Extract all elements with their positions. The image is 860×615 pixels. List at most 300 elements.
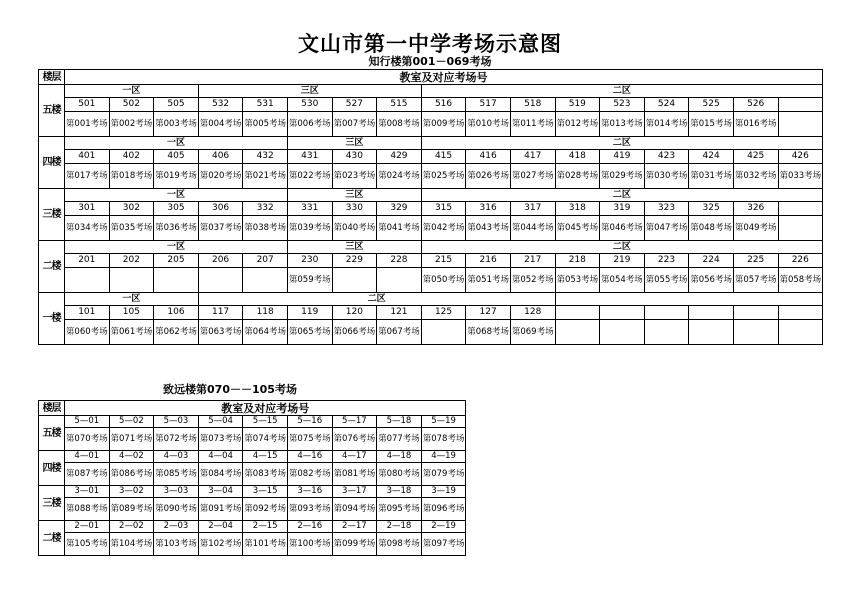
zone-label: 一区 <box>65 85 199 98</box>
exam-label: 第004考场 <box>198 112 243 137</box>
exam-label: 第033考场 <box>778 164 823 189</box>
exam-label: 第015考场 <box>689 112 734 137</box>
room-number: 218 <box>555 254 600 268</box>
exam-label: 第082考场 <box>287 463 332 486</box>
room-number: 217 <box>510 254 555 268</box>
room-number: 431 <box>287 150 332 164</box>
room-number: 4—01 <box>65 451 110 463</box>
exam-label: 第001考场 <box>65 112 110 137</box>
building2-table <box>38 400 466 556</box>
room-number: 517 <box>466 98 511 112</box>
exam-label: 第028考场 <box>555 164 600 189</box>
exam-label: 第024考场 <box>377 164 422 189</box>
zone-row <box>39 137 823 150</box>
zone-label: 二区 <box>421 85 822 98</box>
room-number: 119 <box>287 306 332 320</box>
exam-row <box>39 463 466 486</box>
exam-label: 第072考场 <box>154 428 199 451</box>
room-number: 2—02 <box>109 521 154 533</box>
exam-label: 第060考场 <box>65 320 110 345</box>
room-number: 318 <box>555 202 600 216</box>
floor-label: 二楼 <box>39 521 65 556</box>
room-number: 526 <box>733 98 778 112</box>
room-number: 518 <box>510 98 555 112</box>
room-number: 317 <box>510 202 555 216</box>
exam-label: 第043考场 <box>466 216 511 241</box>
exam-label: 第006考场 <box>287 112 332 137</box>
room-number: 527 <box>332 98 377 112</box>
exam-label: 第036考场 <box>154 216 199 241</box>
room-number: 501 <box>65 98 110 112</box>
room-number: 319 <box>600 202 645 216</box>
floor-label: 三楼 <box>39 486 65 521</box>
room-number: 429 <box>377 150 422 164</box>
exam-label <box>689 320 734 345</box>
exam-label: 第053考场 <box>555 268 600 293</box>
room-number: 5—03 <box>154 416 199 428</box>
exam-label: 第071考场 <box>109 428 154 451</box>
table-header: 教室及对应考场号 <box>65 401 466 416</box>
header-row <box>39 401 466 416</box>
room-number: 4—15 <box>243 451 288 463</box>
exam-label: 第062考场 <box>154 320 199 345</box>
room-number: 216 <box>466 254 511 268</box>
exam-label: 第039考场 <box>287 216 332 241</box>
room-number: 2—03 <box>154 521 199 533</box>
exam-label <box>154 268 199 293</box>
room-number: 417 <box>510 150 555 164</box>
exam-label: 第027考场 <box>510 164 555 189</box>
room-number: 118 <box>243 306 288 320</box>
exam-label: 第013考场 <box>600 112 645 137</box>
room-number: 228 <box>377 254 422 268</box>
room-number: 4—16 <box>287 451 332 463</box>
zone-label: 二区 <box>421 137 822 150</box>
room-number <box>778 306 823 320</box>
exam-label: 第003考场 <box>154 112 199 137</box>
exam-label: 第057考场 <box>733 268 778 293</box>
room-number: 516 <box>421 98 466 112</box>
exam-label: 第066考场 <box>332 320 377 345</box>
room-number: 4—17 <box>332 451 377 463</box>
zone-row <box>39 241 823 254</box>
room-number: 515 <box>377 98 422 112</box>
exam-label <box>243 268 288 293</box>
room-number: 530 <box>287 98 332 112</box>
exam-label: 第067考场 <box>377 320 422 345</box>
room-number: 206 <box>198 254 243 268</box>
room-number <box>600 306 645 320</box>
exam-row <box>39 112 823 137</box>
exam-label: 第049考场 <box>733 216 778 241</box>
exam-label: 第104考场 <box>109 533 154 556</box>
exam-label: 第069考场 <box>510 320 555 345</box>
exam-label: 第092考场 <box>243 498 288 521</box>
room-number: 128 <box>510 306 555 320</box>
exam-label: 第055考场 <box>644 268 689 293</box>
exam-label <box>778 216 823 241</box>
exam-label: 第075考场 <box>287 428 332 451</box>
exam-label: 第005考场 <box>243 112 288 137</box>
exam-label <box>65 268 110 293</box>
room-row <box>39 486 466 498</box>
room-number: 505 <box>154 98 199 112</box>
floor-label: 一楼 <box>39 293 65 345</box>
exam-label: 第074考场 <box>243 428 288 451</box>
room-number: 215 <box>421 254 466 268</box>
room-number: 225 <box>733 254 778 268</box>
exam-label: 第017考场 <box>65 164 110 189</box>
room-number: 524 <box>644 98 689 112</box>
table-header: 教室及对应考场号 <box>65 70 823 85</box>
exam-label: 第077考场 <box>377 428 422 451</box>
exam-label: 第099考场 <box>332 533 377 556</box>
floor-label: 三楼 <box>39 189 65 241</box>
room-number: 401 <box>65 150 110 164</box>
room-number: 424 <box>689 150 734 164</box>
exam-row <box>39 268 823 293</box>
exam-row <box>39 498 466 521</box>
room-number: 519 <box>555 98 600 112</box>
room-number: 105 <box>109 306 154 320</box>
exam-label: 第011考场 <box>510 112 555 137</box>
exam-label: 第087考场 <box>65 463 110 486</box>
room-number <box>644 306 689 320</box>
room-number: 2—15 <box>243 521 288 533</box>
room-number: 2—16 <box>287 521 332 533</box>
exam-label: 第022考场 <box>287 164 332 189</box>
exam-label: 第023考场 <box>332 164 377 189</box>
header-row <box>39 70 823 85</box>
exam-label: 第098考场 <box>377 533 422 556</box>
exam-row <box>39 428 466 451</box>
room-number: 127 <box>466 306 511 320</box>
room-number: 3—19 <box>421 486 466 498</box>
exam-label: 第089考场 <box>109 498 154 521</box>
exam-label: 第059考场 <box>287 268 332 293</box>
zone-label: 二区 <box>198 293 555 306</box>
exam-label: 第083考场 <box>243 463 288 486</box>
room-number: 331 <box>287 202 332 216</box>
zone-label: 三区 <box>287 189 421 202</box>
exam-label: 第084考场 <box>198 463 243 486</box>
exam-label: 第061考场 <box>109 320 154 345</box>
exam-label: 第095考场 <box>377 498 422 521</box>
exam-label: 第068考场 <box>466 320 511 345</box>
room-number: 415 <box>421 150 466 164</box>
exam-row <box>39 320 823 345</box>
room-number: 4—19 <box>421 451 466 463</box>
room-number: 5—19 <box>421 416 466 428</box>
room-number: 219 <box>600 254 645 268</box>
room-number: 230 <box>287 254 332 268</box>
exam-label: 第016考场 <box>733 112 778 137</box>
exam-label: 第103考场 <box>154 533 199 556</box>
room-number: 325 <box>689 202 734 216</box>
exam-label: 第065考场 <box>287 320 332 345</box>
room-number: 2—04 <box>198 521 243 533</box>
zone-row <box>39 189 823 202</box>
exam-label: 第063考场 <box>198 320 243 345</box>
room-number: 2—01 <box>65 521 110 533</box>
exam-label: 第088考场 <box>65 498 110 521</box>
room-number: 306 <box>198 202 243 216</box>
exam-label <box>733 320 778 345</box>
room-row <box>39 150 823 164</box>
room-number: 3—04 <box>198 486 243 498</box>
exam-label: 第054考场 <box>600 268 645 293</box>
room-number: 329 <box>377 202 422 216</box>
exam-label: 第051考场 <box>466 268 511 293</box>
room-number: 430 <box>332 150 377 164</box>
exam-label: 第093考场 <box>287 498 332 521</box>
floor-label: 四楼 <box>39 137 65 189</box>
room-number: 201 <box>65 254 110 268</box>
exam-label: 第030考场 <box>644 164 689 189</box>
exam-label <box>198 268 243 293</box>
exam-label: 第007考场 <box>332 112 377 137</box>
exam-label: 第020考场 <box>198 164 243 189</box>
room-number: 3—15 <box>243 486 288 498</box>
exam-label: 第056考场 <box>689 268 734 293</box>
exam-label: 第044考场 <box>510 216 555 241</box>
exam-label: 第073考场 <box>198 428 243 451</box>
room-number: 502 <box>109 98 154 112</box>
exam-label: 第010考场 <box>466 112 511 137</box>
exam-label: 第081考场 <box>332 463 377 486</box>
room-number: 405 <box>154 150 199 164</box>
room-number: 3—16 <box>287 486 332 498</box>
exam-label: 第014考场 <box>644 112 689 137</box>
exam-label: 第018考场 <box>109 164 154 189</box>
exam-label: 第045考场 <box>555 216 600 241</box>
exam-label: 第048考场 <box>689 216 734 241</box>
room-number: 5—18 <box>377 416 422 428</box>
exam-label: 第029考场 <box>600 164 645 189</box>
exam-label: 第012考场 <box>555 112 600 137</box>
room-number <box>689 306 734 320</box>
exam-label: 第019考场 <box>154 164 199 189</box>
room-number: 4—02 <box>109 451 154 463</box>
room-number: 224 <box>689 254 734 268</box>
exam-label: 第037考场 <box>198 216 243 241</box>
room-number: 229 <box>332 254 377 268</box>
room-number: 3—02 <box>109 486 154 498</box>
exam-label: 第026考场 <box>466 164 511 189</box>
room-number: 332 <box>243 202 288 216</box>
exam-label: 第091考场 <box>198 498 243 521</box>
room-number: 5—16 <box>287 416 332 428</box>
room-row <box>39 451 466 463</box>
room-number: 2—18 <box>377 521 422 533</box>
room-number: 531 <box>243 98 288 112</box>
room-number: 4—04 <box>198 451 243 463</box>
room-number: 4—03 <box>154 451 199 463</box>
zone-label: 二区 <box>421 241 822 254</box>
exam-label: 第097考场 <box>421 533 466 556</box>
room-number <box>778 98 823 112</box>
room-number: 101 <box>65 306 110 320</box>
room-number <box>733 306 778 320</box>
exam-label: 第102考场 <box>198 533 243 556</box>
room-number: 432 <box>243 150 288 164</box>
zone-label: 一区 <box>65 241 288 254</box>
exam-label: 第105考场 <box>65 533 110 556</box>
exam-label: 第090考场 <box>154 498 199 521</box>
room-number: 120 <box>332 306 377 320</box>
room-number: 323 <box>644 202 689 216</box>
exam-label: 第042考场 <box>421 216 466 241</box>
exam-label <box>377 268 422 293</box>
room-number: 207 <box>243 254 288 268</box>
floor-header: 楼层 <box>39 401 65 416</box>
room-number: 3—18 <box>377 486 422 498</box>
exam-label: 第076考场 <box>332 428 377 451</box>
exam-label <box>778 320 823 345</box>
room-number: 223 <box>644 254 689 268</box>
exam-label: 第052考场 <box>510 268 555 293</box>
zone-label <box>555 293 823 306</box>
exam-label <box>600 320 645 345</box>
exam-label <box>644 320 689 345</box>
exam-label: 第101考场 <box>243 533 288 556</box>
room-number: 423 <box>644 150 689 164</box>
zone-row <box>39 293 823 306</box>
room-row <box>39 202 823 216</box>
room-number: 406 <box>198 150 243 164</box>
zone-label: 一区 <box>65 189 288 202</box>
exam-label: 第002考场 <box>109 112 154 137</box>
floor-label: 五楼 <box>39 416 65 451</box>
room-number: 525 <box>689 98 734 112</box>
room-number: 301 <box>65 202 110 216</box>
exam-row <box>39 164 823 189</box>
room-number: 316 <box>466 202 511 216</box>
room-number: 523 <box>600 98 645 112</box>
room-number: 3—03 <box>154 486 199 498</box>
building1-subtitle: 知行楼第001－069考场 <box>368 55 492 68</box>
room-number: 226 <box>778 254 823 268</box>
exam-label: 第031考场 <box>689 164 734 189</box>
room-row <box>39 416 466 428</box>
zone-label: 一区 <box>65 137 288 150</box>
exam-label: 第100考场 <box>287 533 332 556</box>
room-number: 532 <box>198 98 243 112</box>
exam-label: 第008考场 <box>377 112 422 137</box>
room-row <box>39 306 823 320</box>
exam-label: 第070考场 <box>65 428 110 451</box>
room-number: 3—01 <box>65 486 110 498</box>
floor-label: 二楼 <box>39 241 65 293</box>
room-row <box>39 98 823 112</box>
room-number: 426 <box>778 150 823 164</box>
exam-label: 第058考场 <box>778 268 823 293</box>
room-number: 326 <box>733 202 778 216</box>
room-number <box>778 202 823 216</box>
room-number: 315 <box>421 202 466 216</box>
room-number: 5—04 <box>198 416 243 428</box>
exam-row <box>39 533 466 556</box>
exam-label: 第050考场 <box>421 268 466 293</box>
exam-label: 第079考场 <box>421 463 466 486</box>
building1-table <box>38 69 823 345</box>
exam-label <box>332 268 377 293</box>
room-number: 402 <box>109 150 154 164</box>
floor-header: 楼层 <box>39 70 65 85</box>
room-row <box>39 521 466 533</box>
exam-label: 第096考场 <box>421 498 466 521</box>
room-row <box>39 254 823 268</box>
exam-label: 第086考场 <box>109 463 154 486</box>
room-number: 418 <box>555 150 600 164</box>
floor-label: 五楼 <box>39 85 65 137</box>
room-number: 205 <box>154 254 199 268</box>
zone-label: 一区 <box>65 293 199 306</box>
room-number: 5—15 <box>243 416 288 428</box>
room-number: 419 <box>600 150 645 164</box>
room-number: 330 <box>332 202 377 216</box>
room-number: 5—02 <box>109 416 154 428</box>
zone-label: 三区 <box>287 137 421 150</box>
exam-row <box>39 216 823 241</box>
room-number: 2—19 <box>421 521 466 533</box>
exam-label: 第085考场 <box>154 463 199 486</box>
room-number: 4—18 <box>377 451 422 463</box>
room-number: 3—17 <box>332 486 377 498</box>
room-number <box>555 306 600 320</box>
exam-label: 第041考场 <box>377 216 422 241</box>
exam-label: 第078考场 <box>421 428 466 451</box>
exam-label: 第040考场 <box>332 216 377 241</box>
room-number: 117 <box>198 306 243 320</box>
exam-label <box>555 320 600 345</box>
exam-label: 第047考场 <box>644 216 689 241</box>
floor-label: 四楼 <box>39 451 65 486</box>
exam-label: 第046考场 <box>600 216 645 241</box>
zone-label: 二区 <box>421 189 822 202</box>
room-number: 5—17 <box>332 416 377 428</box>
building2-subtitle: 致远楼第070－－105考场 <box>163 383 297 396</box>
exam-label <box>778 112 823 137</box>
exam-label <box>109 268 154 293</box>
room-number: 302 <box>109 202 154 216</box>
exam-label: 第038考场 <box>243 216 288 241</box>
room-number: 106 <box>154 306 199 320</box>
room-number: 425 <box>733 150 778 164</box>
exam-label: 第021考场 <box>243 164 288 189</box>
exam-label: 第034考场 <box>65 216 110 241</box>
exam-label: 第080考场 <box>377 463 422 486</box>
room-number: 202 <box>109 254 154 268</box>
exam-label: 第025考场 <box>421 164 466 189</box>
room-number: 305 <box>154 202 199 216</box>
exam-label: 第009考场 <box>421 112 466 137</box>
exam-label: 第035考场 <box>109 216 154 241</box>
room-number: 2—17 <box>332 521 377 533</box>
page-title: 文山市第一中学考场示意图 <box>298 32 562 56</box>
exam-label: 第064考场 <box>243 320 288 345</box>
zone-label: 三区 <box>198 85 421 98</box>
zone-label: 三区 <box>287 241 421 254</box>
exam-label: 第032考场 <box>733 164 778 189</box>
zone-row <box>39 85 823 98</box>
exam-label: 第094考场 <box>332 498 377 521</box>
room-number: 121 <box>377 306 422 320</box>
room-number: 125 <box>421 306 466 320</box>
exam-label <box>421 320 466 345</box>
room-number: 416 <box>466 150 511 164</box>
room-number: 5—01 <box>65 416 110 428</box>
